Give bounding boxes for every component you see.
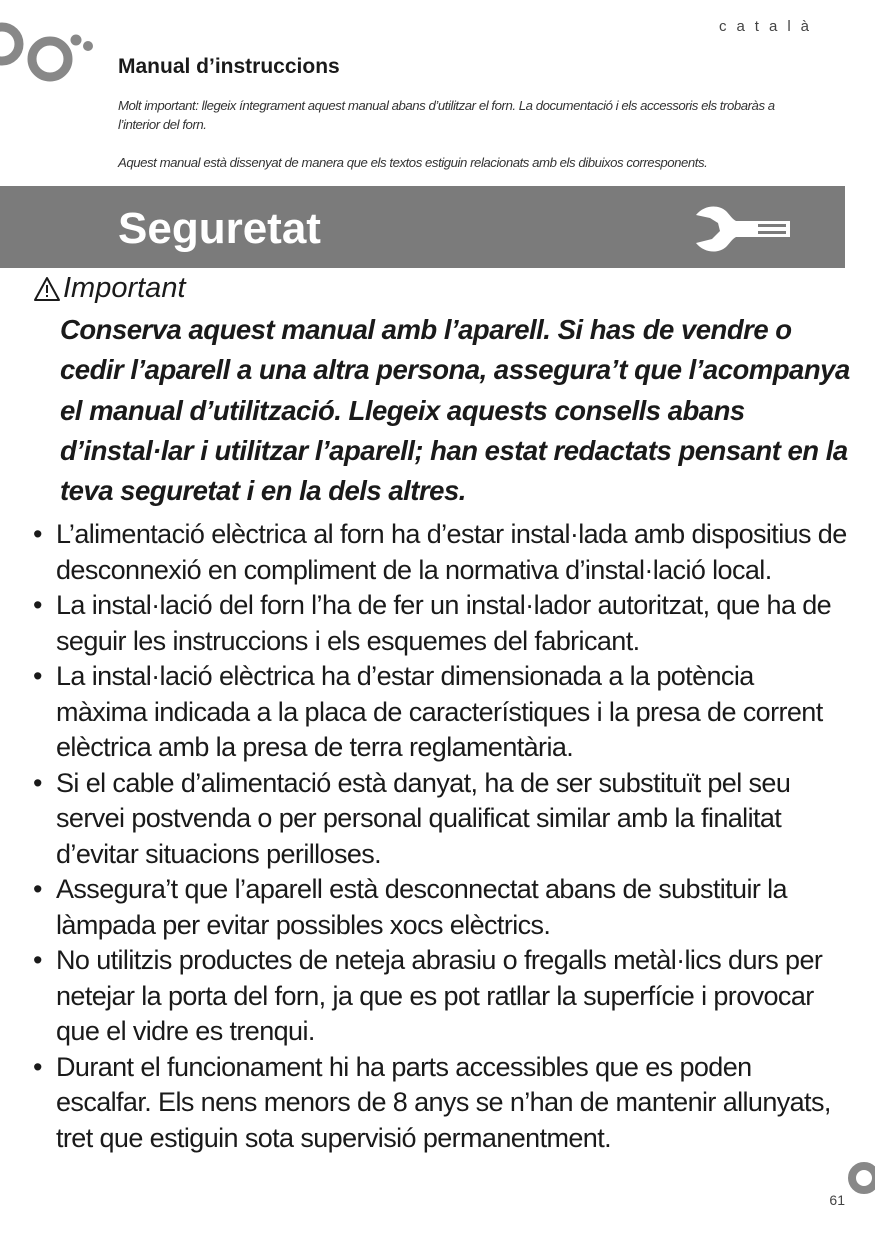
intro-paragraph-2: Aquest manual està dissenyat de manera que els textos estiguin relacionats amb els dibuixos corresponents. (118, 155, 708, 170)
bullet-marker: • (33, 661, 42, 691)
list-item-text: No utilitzis productes de neteja abrasiu o fregalls metàl·lics durs per netejar la porta del forn, ja que es pot ratllar la superfície i provocar que el vidre es trenqui. (56, 945, 823, 1046)
section-title: Seguretat (118, 204, 321, 253)
important-heading (33, 272, 186, 305)
brand-circles-logo (0, 14, 100, 104)
list-item (33, 659, 848, 766)
section-banner (0, 186, 845, 268)
intro-paragraph-1: Molt important: llegeix íntegrament aquest manual abans d’utilitzar el forn. La documentació i els accessoris els trobaràs a l’interior del forn. (118, 98, 775, 132)
list-item-text: La instal·lació elèctrica ha d’estar dimensionada a la potència màxima indicada a la placa de característiques i la presa de corrent elèctrica amb la presa de terra reglamentària. (56, 661, 823, 762)
list-item-text: La instal·lació del forn l’ha de fer un instal·lador autoritzat, que ha de seguir les instruccions i els esquemes del fabricant. (56, 590, 832, 656)
language-label: català (718, 18, 819, 35)
bullet-marker: • (33, 945, 42, 975)
list-item-text: L’alimentació elèctrica al forn ha d’estar instal·lada amb dispositius de desconnexió en compliment de la normativa d’instal·lació local. (56, 519, 847, 585)
bullet-marker: • (33, 519, 42, 549)
list-item-text: Durant el funcionament hi ha parts accessibles que es poden escalfar. Els nens menors de 8 anys se n’han de mantenir allunyats, tret que estiguin sota supervisió permanentment. (56, 1051, 831, 1153)
list-item (33, 872, 848, 943)
list-item (33, 517, 848, 588)
page-number: 61 (829, 1192, 845, 1208)
manual-title: Manual d’instruccions (118, 55, 340, 78)
important-heading-text: Important (63, 272, 186, 304)
list-item (33, 766, 848, 873)
corner-ring-decoration (846, 1160, 875, 1200)
bullet-marker: • (33, 1051, 42, 1082)
list-item (33, 943, 848, 1050)
bullet-marker: • (33, 590, 42, 620)
list-item (33, 1050, 848, 1157)
bullet-marker: • (33, 767, 42, 798)
list-item-text: Assegura’t que l’aparell està desconnectat abans de substituir la làmpada per evitar possibles xocs elèctrics. (56, 874, 787, 940)
important-notice: Conserva aquest manual amb l’aparell. Si has de vendre o cedir l’aparell a una altra persona, assegura’t que l’acompanya el manual d’utilització. Llegeix aquests consells abans d’instal·lar i utilitzar l’aparell; han estat redactats pensant en la teva seguretat i en la dels altres. (60, 314, 850, 507)
warning-triangle-icon (33, 276, 61, 302)
list-item-text: Si el cable d’alimentació està danyat, ha de ser substituït pel seu servei postvenda o per personal qualificat similar amb la finalitat d’evitar situacions perilloses. (56, 767, 791, 869)
wrench-icon (690, 201, 790, 255)
bullet-marker: • (33, 874, 42, 904)
safety-list (33, 517, 848, 1156)
list-item (33, 588, 848, 659)
